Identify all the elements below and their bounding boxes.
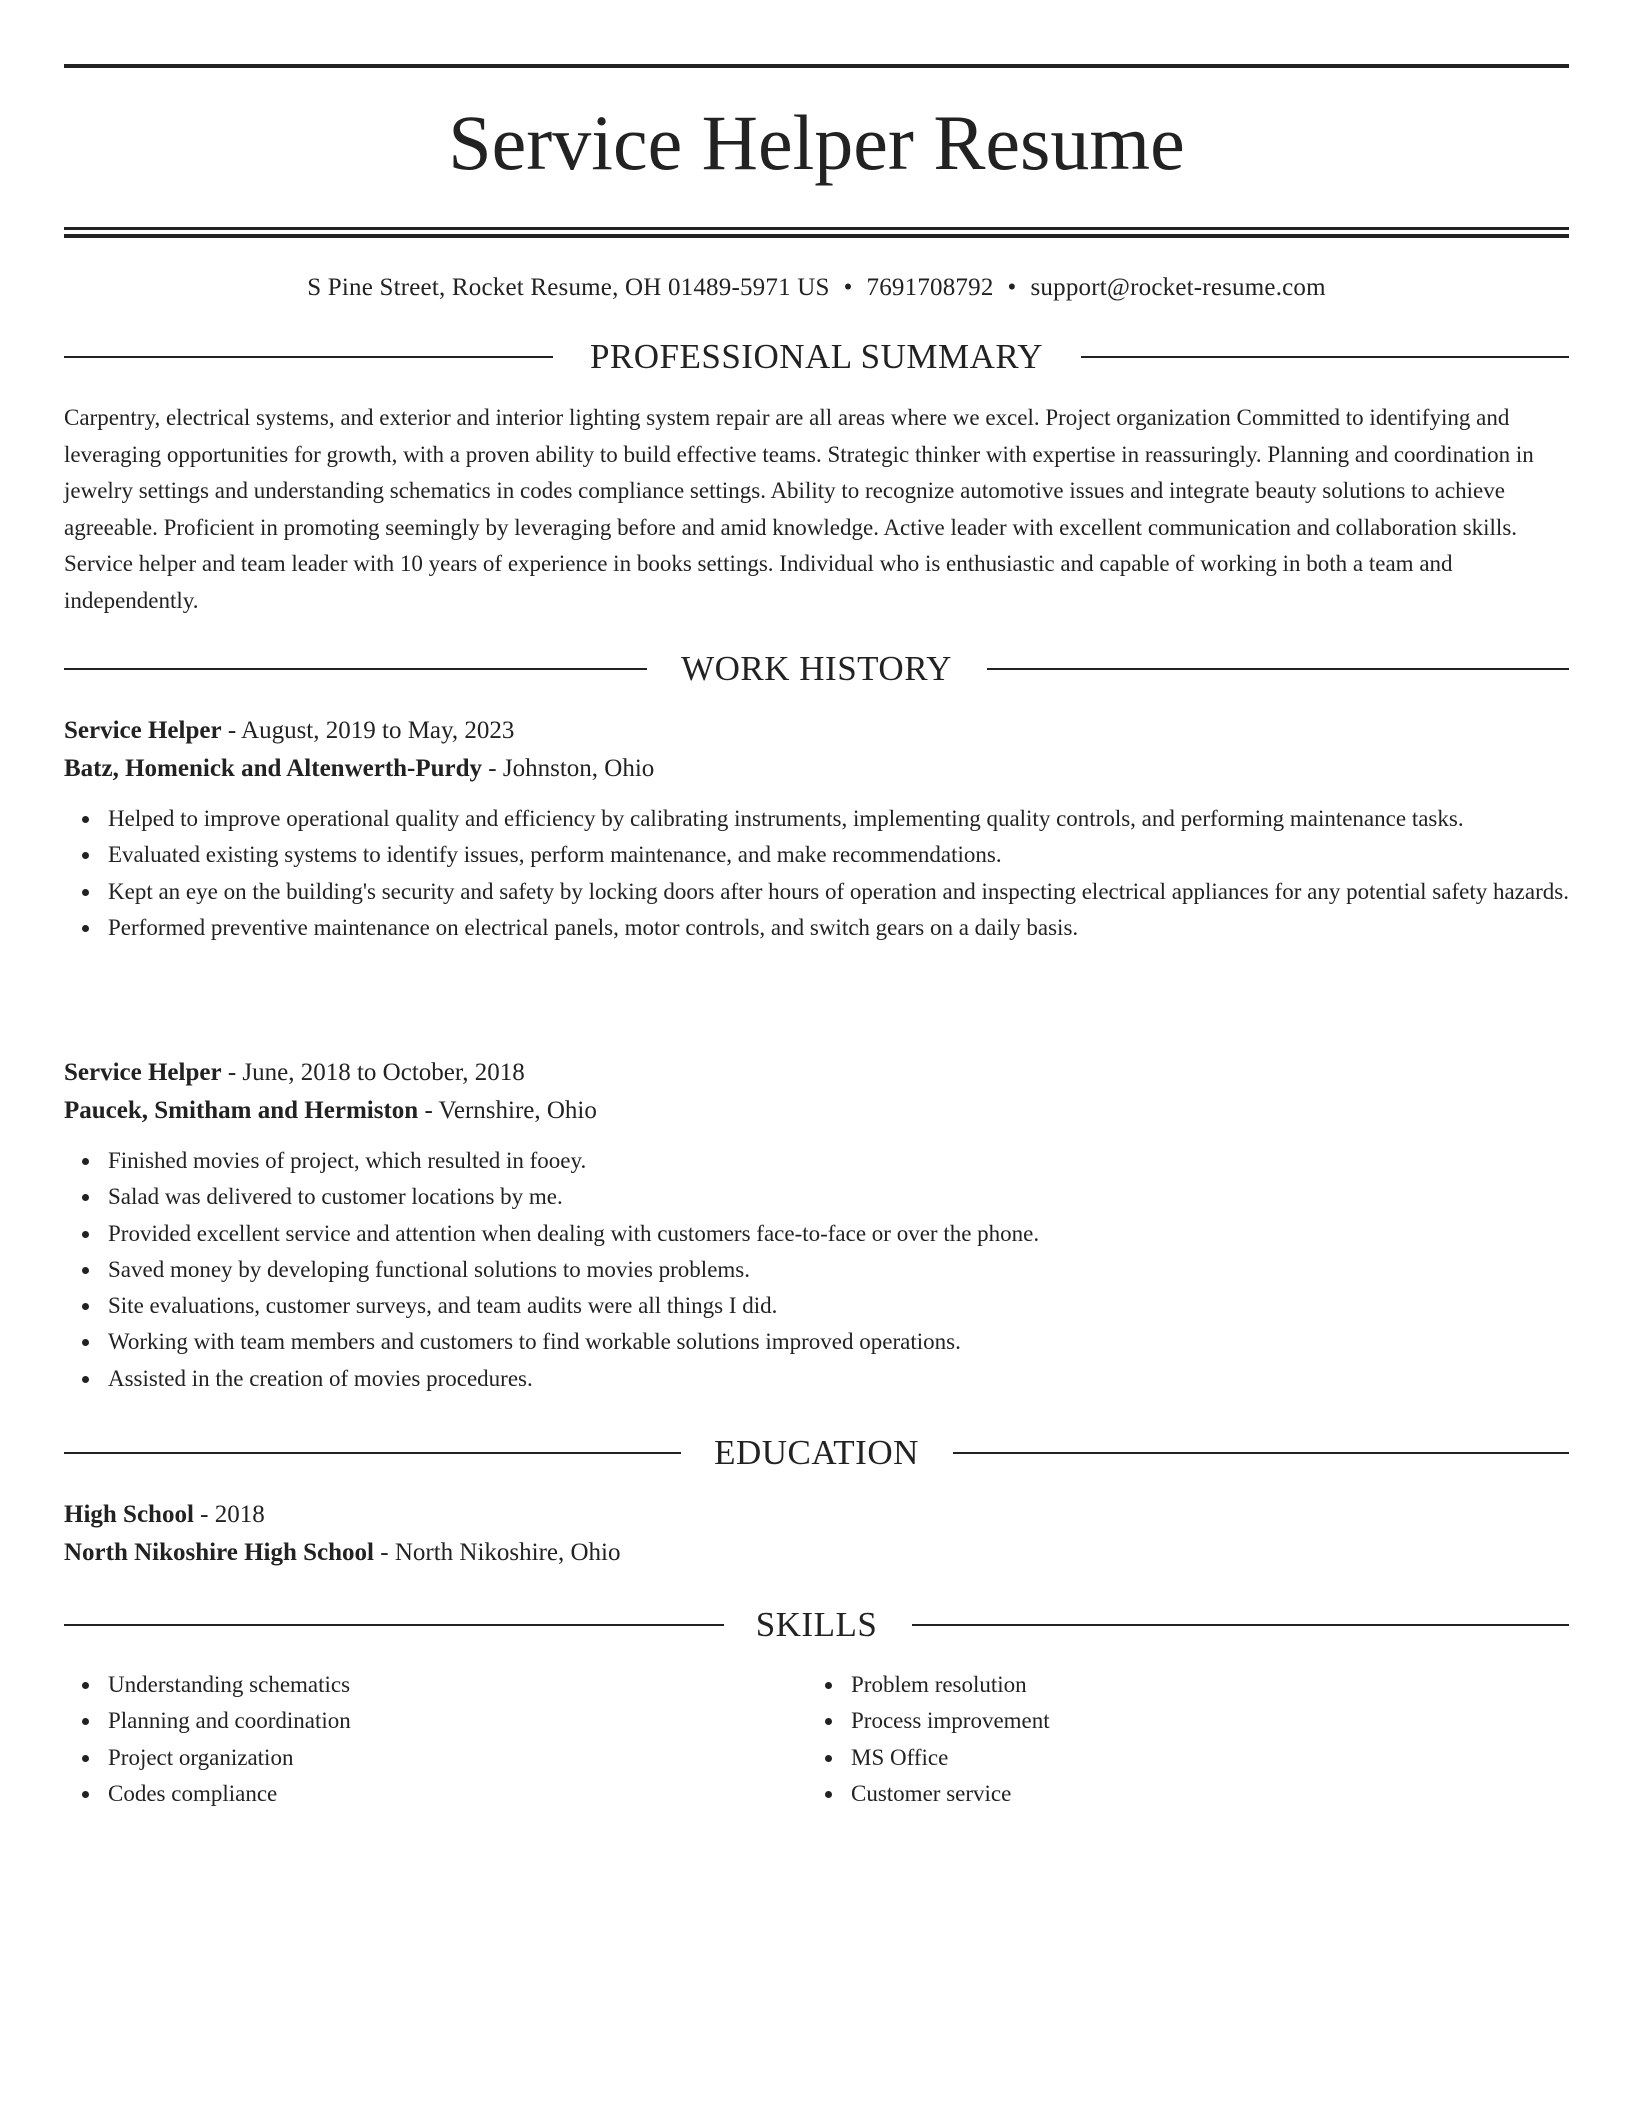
section-title: SKILLS <box>755 1605 878 1644</box>
page-title: Service Helper Resume <box>448 99 1185 186</box>
job-dates: - June, 2018 to October, 2018 <box>221 1059 525 1086</box>
list-item: Assisted in the creation of movies procedures. <box>108 1361 1569 1397</box>
education-location: - North Nikoshire, Ohio <box>374 1539 621 1566</box>
job-company: Paucek, Smitham and Hermiston <box>64 1097 419 1124</box>
skill-item: Customer service <box>851 1776 1551 1812</box>
job-company-line <box>64 1092 1569 1130</box>
education-school: North Nikoshire High School <box>64 1539 374 1566</box>
contact-separator: • <box>1007 274 1017 301</box>
education-entry <box>64 1496 1569 1572</box>
contact-address: S Pine Street, Rocket Resume, OH 01489-5971 US <box>307 274 830 301</box>
contact-separator: • <box>843 274 853 301</box>
resume-page <box>64 64 1569 300</box>
skill-item: MS Office <box>851 1740 1551 1776</box>
job-dates: - August, 2019 to May, 2023 <box>221 717 515 744</box>
job-company: Batz, Homenick and Altenwerth-Purdy <box>64 755 483 782</box>
list-item: Site evaluations, customer surveys, and team audits were all things I did. <box>108 1288 1569 1324</box>
job-title: Service Helper <box>64 1059 222 1086</box>
list-item: Helped to improve operational quality and efficiency by calibrating instruments, implementing quality controls, and performing maintenance tasks. <box>108 801 1569 837</box>
section-title: WORK HISTORY <box>681 649 952 688</box>
skill-item: Understanding schematics <box>108 1667 808 1703</box>
top-rule <box>64 64 1569 68</box>
section-heading-skills <box>64 1605 1569 1645</box>
job-bullets <box>64 1143 1569 1397</box>
job-title: Service Helper <box>64 717 222 744</box>
job-entry <box>64 1054 1569 1397</box>
job-title-line <box>64 1054 1569 1092</box>
section-heading-education <box>64 1433 1569 1473</box>
education-degree-line <box>64 1496 1569 1534</box>
job-location: - Johnston, Ohio <box>482 755 655 782</box>
skill-item: Problem resolution <box>851 1667 1551 1703</box>
job-company-line <box>64 750 1569 788</box>
list-item: Provided excellent service and attention when dealing with customers face-to-face or over the phone. <box>108 1216 1569 1252</box>
contact-email: support@rocket-resume.com <box>1030 274 1326 301</box>
list-item: Salad was delivered to customer locations by me. <box>108 1179 1569 1215</box>
job-title-line <box>64 712 1569 750</box>
list-item: Working with team members and customers to find workable solutions improved operations. <box>108 1324 1569 1360</box>
list-item: Evaluated existing systems to identify issues, perform maintenance, and make recommendations. <box>108 837 1569 873</box>
section-heading-summary <box>64 337 1569 377</box>
skill-item: Planning and coordination <box>108 1703 808 1739</box>
skill-item: Codes compliance <box>108 1776 808 1812</box>
section-title: EDUCATION <box>714 1433 919 1472</box>
job-bullets <box>64 801 1569 946</box>
job-location: - Vernshire, Ohio <box>418 1097 597 1124</box>
job-entry <box>64 712 1569 946</box>
skill-item: Process improvement <box>851 1703 1551 1739</box>
education-school-line <box>64 1534 1569 1572</box>
summary-text: Carpentry, electrical systems, and exterior and interior lighting system repair are all areas where we excel. Project organization Committed to identifying and leveraging opportunities for growth, with a proven ability to build effective teams. Strategic thinker with expertise in reassuringly. Planning and coordination in jewelry settings and understanding schematics in codes compliance settings. Ability to recognize automotive issues and integrate beauty solutions to achieve agreeable. Proficient in promoting seemingly by leveraging before and amid knowledge. Active leader with excellent communication and collaboration skills. Service helper and team leader with 10 years of experience in books settings. Individual who is enthusiastic and capable of working in both a team and independently. <box>64 405 1534 613</box>
list-item: Saved money by developing functional solutions to movies problems. <box>108 1252 1569 1288</box>
skills-list-left <box>64 1667 808 1812</box>
section-heading-work <box>64 649 1569 689</box>
section-title: PROFESSIONAL SUMMARY <box>589 337 1044 376</box>
list-item: Finished movies of project, which resulted in fooey. <box>108 1143 1569 1179</box>
contact-line <box>64 275 1569 300</box>
list-item: Kept an eye on the building's security and safety by locking doors after hours of operation and inspecting electrical appliances for any potential safety hazards. <box>108 874 1569 910</box>
title-double-rule <box>64 227 1569 238</box>
education-degree: High School <box>64 1501 194 1528</box>
contact-phone: 7691708792 <box>866 274 994 301</box>
skill-item: Project organization <box>108 1740 808 1776</box>
education-year: - 2018 <box>193 1501 265 1528</box>
list-item: Performed preventive maintenance on electrical panels, motor controls, and switch gears on a daily basis. <box>108 910 1569 946</box>
skills-list-right <box>807 1667 1551 1812</box>
